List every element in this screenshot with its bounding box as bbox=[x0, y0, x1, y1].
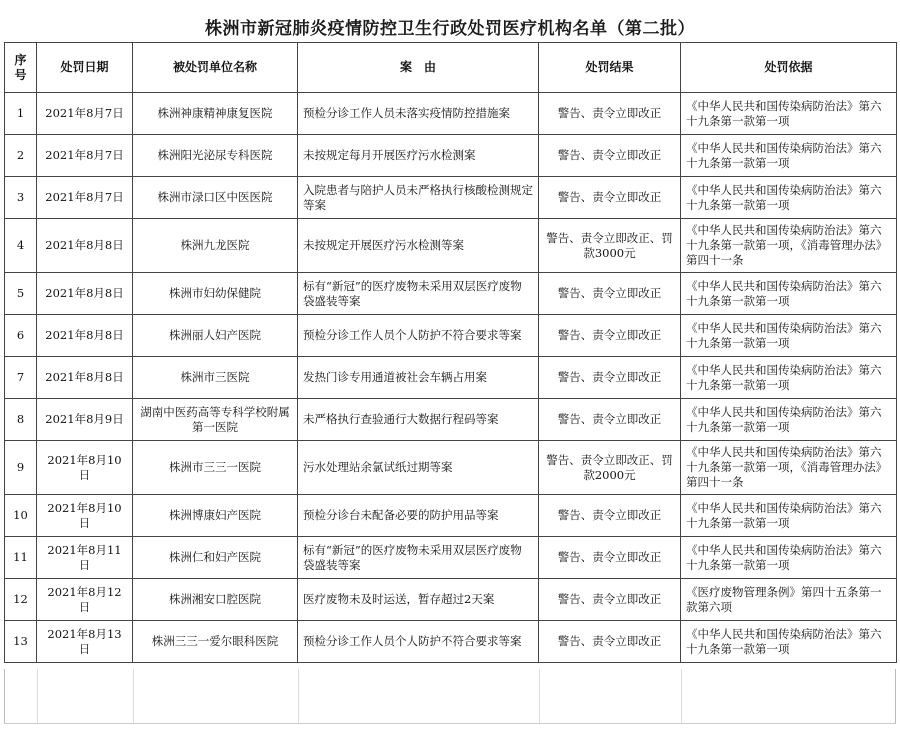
cell-penalty-date: 2021年8月8日 bbox=[37, 315, 133, 357]
blank-footer-area bbox=[4, 669, 896, 724]
cell-penalty-result: 警告、责令立即改正、罚款2000元 bbox=[539, 441, 681, 495]
cell-case-reason: 入院患者与陪护人员未严格执行核酸检测规定等案 bbox=[298, 177, 539, 219]
table-row bbox=[5, 135, 897, 177]
cell-case-reason: 发热门诊专用通道被社会车辆占用案 bbox=[298, 357, 539, 399]
footer-divider bbox=[681, 669, 682, 723]
table-row bbox=[5, 621, 897, 663]
cell-serial-no: 1 bbox=[5, 93, 37, 135]
cell-penalty-basis: 《中华人民共和国传染病防治法》第六十九条第一款第一项 bbox=[681, 357, 897, 399]
cell-penalty-date: 2021年8月10日 bbox=[37, 441, 133, 495]
cell-unit-name: 株洲神康精神康复医院 bbox=[133, 93, 298, 135]
cell-penalty-date: 2021年8月13日 bbox=[37, 621, 133, 663]
cell-penalty-basis: 《中华人民共和国传染病防治法》第六十九条第一款第一项 bbox=[681, 177, 897, 219]
cell-penalty-date: 2021年8月7日 bbox=[37, 177, 133, 219]
table-row bbox=[5, 93, 897, 135]
cell-unit-name: 株洲市三医院 bbox=[133, 357, 298, 399]
cell-case-reason: 未按规定开展医疗污水检测等案 bbox=[298, 219, 539, 273]
table-row bbox=[5, 537, 897, 579]
cell-penalty-result: 警告、责令立即改正 bbox=[539, 135, 681, 177]
cell-unit-name: 湖南中医药高等专科学校附属第一医院 bbox=[133, 399, 298, 441]
table-row bbox=[5, 579, 897, 621]
cell-case-reason: 标有“新冠”的医疗废物未采用双层医疗废物袋盛装等案 bbox=[298, 537, 539, 579]
cell-penalty-date: 2021年8月10日 bbox=[37, 495, 133, 537]
cell-case-reason: 医疗废物未及时运送，暂存超过2天案 bbox=[298, 579, 539, 621]
penalty-table bbox=[4, 42, 897, 663]
cell-penalty-basis: 《中华人民共和国传染病防治法》第六十九条第一款第一项 bbox=[681, 135, 897, 177]
cell-penalty-date: 2021年8月8日 bbox=[37, 219, 133, 273]
footer-divider bbox=[133, 669, 134, 723]
header-penalty-result: 处罚结果 bbox=[539, 43, 681, 93]
cell-penalty-date: 2021年8月8日 bbox=[37, 273, 133, 315]
cell-serial-no: 4 bbox=[5, 219, 37, 273]
footer-divider bbox=[539, 669, 540, 723]
cell-unit-name: 株洲市三三一医院 bbox=[133, 441, 298, 495]
cell-case-reason: 污水处理站余氯试纸过期等案 bbox=[298, 441, 539, 495]
cell-penalty-basis: 《中华人民共和国传染病防治法》第六十九条第一款第一项，《消毒管理办法》第四十一条 bbox=[681, 441, 897, 495]
cell-serial-no: 9 bbox=[5, 441, 37, 495]
cell-serial-no: 8 bbox=[5, 399, 37, 441]
cell-serial-no: 6 bbox=[5, 315, 37, 357]
cell-unit-name: 株洲湘安口腔医院 bbox=[133, 579, 298, 621]
cell-penalty-result: 警告、责令立即改正 bbox=[539, 495, 681, 537]
cell-penalty-result: 警告、责令立即改正 bbox=[539, 399, 681, 441]
cell-penalty-result: 警告、责令立即改正 bbox=[539, 621, 681, 663]
cell-case-reason: 未严格执行查验通行大数据行程码等案 bbox=[298, 399, 539, 441]
cell-serial-no: 10 bbox=[5, 495, 37, 537]
cell-penalty-date: 2021年8月7日 bbox=[37, 93, 133, 135]
cell-unit-name: 株洲三三一爱尔眼科医院 bbox=[133, 621, 298, 663]
cell-penalty-basis: 《中华人民共和国传染病防治法》第六十九条第一款第一项 bbox=[681, 537, 897, 579]
cell-penalty-result: 警告、责令立即改正 bbox=[539, 273, 681, 315]
cell-unit-name: 株洲丽人妇产医院 bbox=[133, 315, 298, 357]
header-unit-name: 被处罚单位名称 bbox=[133, 43, 298, 93]
table-row bbox=[5, 441, 897, 495]
cell-penalty-basis: 《中华人民共和国传染病防治法》第六十九条第一款第一项 bbox=[681, 273, 897, 315]
cell-case-reason: 未按规定每月开展医疗污水检测案 bbox=[298, 135, 539, 177]
cell-penalty-basis: 《医疗废物管理条例》第四十五条第一款第六项 bbox=[681, 579, 897, 621]
cell-unit-name: 株洲阳光泌尿专科医院 bbox=[133, 135, 298, 177]
cell-serial-no: 3 bbox=[5, 177, 37, 219]
table-row bbox=[5, 177, 897, 219]
penalty-table-container bbox=[4, 42, 896, 663]
cell-penalty-date: 2021年8月7日 bbox=[37, 135, 133, 177]
footer-divider bbox=[37, 669, 38, 723]
cell-serial-no: 11 bbox=[5, 537, 37, 579]
cell-unit-name: 株洲九龙医院 bbox=[133, 219, 298, 273]
table-row bbox=[5, 357, 897, 399]
cell-case-reason: 预检分诊工作人员未落实疫情防控措施案 bbox=[298, 93, 539, 135]
cell-penalty-basis: 《中华人民共和国传染病防治法》第六十九条第一款第一项，《消毒管理办法》第四十一条 bbox=[681, 219, 897, 273]
cell-penalty-basis: 《中华人民共和国传染病防治法》第六十九条第一款第一项 bbox=[681, 93, 897, 135]
table-row bbox=[5, 315, 897, 357]
header-serial-no: 序号 bbox=[5, 43, 37, 93]
footer-divider bbox=[298, 669, 299, 723]
cell-serial-no: 7 bbox=[5, 357, 37, 399]
cell-serial-no: 13 bbox=[5, 621, 37, 663]
cell-penalty-date: 2021年8月12日 bbox=[37, 579, 133, 621]
cell-penalty-date: 2021年8月11日 bbox=[37, 537, 133, 579]
cell-case-reason: 标有“新冠”的医疗废物未采用双层医疗废物袋盛装等案 bbox=[298, 273, 539, 315]
cell-case-reason: 预检分诊工作人员个人防护不符合要求等案 bbox=[298, 315, 539, 357]
table-row bbox=[5, 399, 897, 441]
page-title: 株洲市新冠肺炎疫情防控卫生行政处罚医疗机构名单（第二批） bbox=[205, 19, 695, 39]
cell-penalty-result: 警告、责令立即改正 bbox=[539, 93, 681, 135]
table-row bbox=[5, 273, 897, 315]
cell-unit-name: 株洲市妇幼保健院 bbox=[133, 273, 298, 315]
cell-serial-no: 5 bbox=[5, 273, 37, 315]
cell-penalty-result: 警告、责令立即改正 bbox=[539, 579, 681, 621]
cell-case-reason: 预检分诊台未配备必要的防护用品等案 bbox=[298, 495, 539, 537]
cell-unit-name: 株洲仁和妇产医院 bbox=[133, 537, 298, 579]
table-row bbox=[5, 495, 897, 537]
header-case-reason: 案 由 bbox=[298, 43, 539, 93]
header-penalty-date: 处罚日期 bbox=[37, 43, 133, 93]
cell-penalty-result: 警告、责令立即改正 bbox=[539, 537, 681, 579]
cell-penalty-basis: 《中华人民共和国传染病防治法》第六十九条第一款第一项 bbox=[681, 315, 897, 357]
header-penalty-basis: 处罚依据 bbox=[681, 43, 897, 93]
cell-penalty-date: 2021年8月9日 bbox=[37, 399, 133, 441]
table-row bbox=[5, 219, 897, 273]
cell-unit-name: 株洲博康妇产医院 bbox=[133, 495, 298, 537]
cell-penalty-result: 警告、责令立即改正 bbox=[539, 315, 681, 357]
cell-penalty-basis: 《中华人民共和国传染病防治法》第六十九条第一款第一项 bbox=[681, 495, 897, 537]
cell-case-reason: 预检分诊工作人员个人防护不符合要求等案 bbox=[298, 621, 539, 663]
cell-penalty-basis: 《中华人民共和国传染病防治法》第六十九条第一款第一项 bbox=[681, 399, 897, 441]
cell-serial-no: 12 bbox=[5, 579, 37, 621]
table-body bbox=[5, 93, 897, 663]
cell-penalty-result: 警告、责令立即改正 bbox=[539, 177, 681, 219]
table-header-row bbox=[5, 43, 897, 93]
cell-penalty-date: 2021年8月8日 bbox=[37, 357, 133, 399]
cell-penalty-basis: 《中华人民共和国传染病防治法》第六十九条第一款第一项 bbox=[681, 621, 897, 663]
cell-serial-no: 2 bbox=[5, 135, 37, 177]
cell-unit-name: 株洲市渌口区中医医院 bbox=[133, 177, 298, 219]
cell-penalty-result: 警告、责令立即改正、罚款3000元 bbox=[539, 219, 681, 273]
cell-penalty-result: 警告、责令立即改正 bbox=[539, 357, 681, 399]
